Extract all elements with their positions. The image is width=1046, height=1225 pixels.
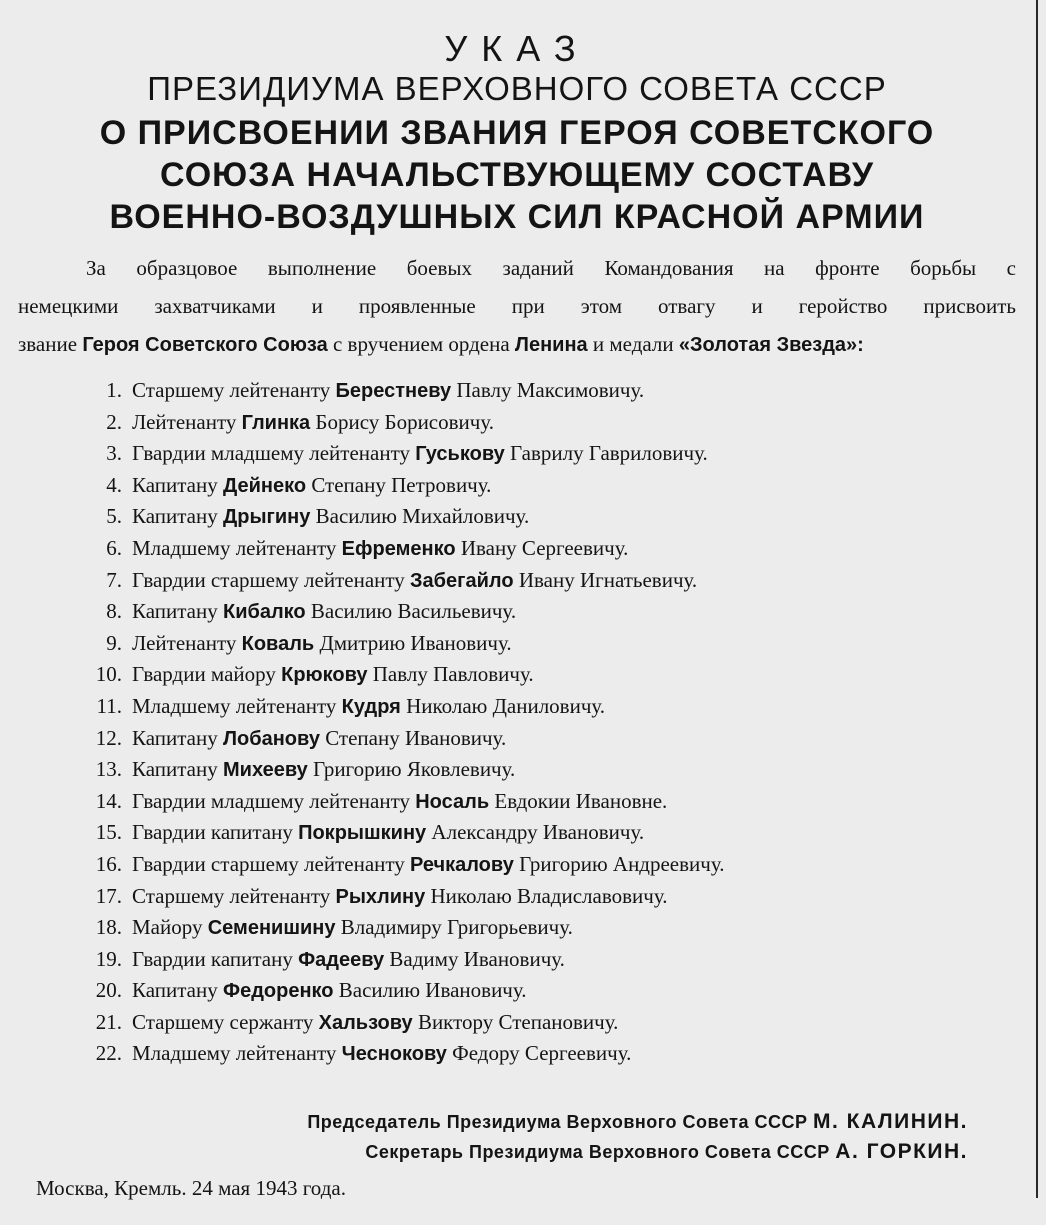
item-surname: Речкалову [410,853,514,876]
item-surname: Хальзову [318,1011,413,1034]
decree-subtitle: ПРЕЗИДИУМА ВЕРХОВНОГО СОВЕТА СССР [147,70,887,107]
item-text [132,410,494,435]
intro-title-hero: Героя Советского Союза [82,334,328,356]
item-rank: Капитану [132,725,218,750]
signature-secretary [365,1140,968,1164]
signature-name: А. ГОРКИН. [835,1140,968,1163]
item-text [132,852,725,877]
list-item [0,1010,1034,1042]
item-text [132,726,506,751]
item-rank: Младшему лейтенанту [132,693,337,718]
list-item [0,915,1034,947]
list-item [0,1041,1034,1073]
item-number: 5. [106,504,122,529]
item-number: 18. [95,915,122,940]
item-surname: Крюкову [281,664,368,687]
item-text [132,789,667,814]
item-surname: Кудря [341,695,401,718]
item-text [132,1041,631,1066]
item-number: 22. [95,1041,122,1066]
item-given-names: Владимиру Григорьевичу. [340,915,573,940]
item-text [132,504,529,529]
item-rank: Гвардии майору [132,662,276,687]
item-text [132,631,512,656]
list-item [0,694,1034,726]
item-rank: Старшему сержанту [132,1009,314,1034]
item-text [132,947,565,972]
item-surname: Чеснокову [341,1043,447,1066]
item-surname: Носаль [415,790,490,813]
item-given-names: Вадиму Ивановичу. [389,946,565,971]
list-item [0,852,1034,884]
item-rank: Лейтенанту [132,630,237,655]
list-item [0,568,1034,600]
item-surname: Фадееву [298,948,385,971]
item-surname: Забегайло [410,569,514,592]
signature-name: М. КАЛИНИН. [813,1110,968,1133]
item-rank: Гвардии младшему лейтенанту [132,441,410,466]
list-item [0,631,1034,663]
item-number: 7. [106,567,122,592]
item-given-names: Евдокии Ивановне. [494,788,668,813]
item-surname: Федоренко [223,980,334,1003]
list-item [0,662,1034,694]
item-number: 1. [106,378,122,402]
item-text [132,757,515,782]
item-surname: Коваль [241,632,315,655]
item-rank: Капитану [132,599,218,624]
item-rank: Майору [132,915,203,940]
item-surname: Дейнеко [223,474,307,497]
item-rank: Гвардии капитану [132,820,293,845]
list-item [0,978,1034,1010]
list-item [0,504,1034,536]
item-number: 11. [96,693,122,718]
intro-line-1: За образцовое выполнение боевых заданий Командования на фронте борьбы с [86,256,1016,280]
item-rank: Лейтенанту [132,409,237,434]
list-item [0,599,1034,631]
item-given-names: Виктору Степановичу. [417,1009,619,1034]
item-given-names: Степану Ивановичу. [325,725,507,750]
item-rank: Гвардии старшему лейтенанту [132,851,405,876]
item-given-names: Ивану Сергеевичу. [460,535,629,560]
item-number: 4. [106,472,122,497]
item-number: 10. [95,662,122,687]
intro-medal-name: «Золотая Звезда»: [678,334,864,356]
item-text [132,662,534,687]
item-rank: Младшему лейтенанту [132,1041,337,1066]
item-text [132,441,708,466]
item-number: 3. [106,441,122,466]
item-given-names: Николаю Даниловичу. [406,693,606,718]
item-text [132,568,697,593]
decree-headline-line-1: О ПРИСВОЕНИИ ЗВАНИЯ ГЕРОЯ СОВЕТСКОГО [99,114,935,152]
item-rank: Гвардии капитану [132,946,293,971]
item-given-names: Василию Михайловичу. [315,504,530,529]
item-rank: Капитану [132,472,218,497]
item-rank: Капитану [132,504,218,529]
item-surname: Кибалко [223,601,306,624]
list-item [0,820,1034,852]
signature-chairman [307,1110,968,1134]
item-number: 6. [106,535,122,560]
list-item [0,947,1034,979]
item-surname: Гуськову [415,443,505,466]
item-number: 13. [95,757,122,782]
item-given-names: Григорию Андреевичу. [519,851,725,876]
decree-title: УКАЗ [444,28,590,69]
item-text [132,473,491,498]
intro-text: с вручением ордена [332,332,510,356]
item-given-names: Павлу Максимовичу. [456,378,645,402]
item-surname: Рыхлину [335,885,426,908]
awardee-list [0,378,1034,1073]
item-number: 17. [95,883,122,908]
signature-title: Секретарь Президиума Верховного Совета СССР [365,1142,830,1162]
item-number: 19. [95,946,122,971]
item-given-names: Николаю Владиславовичу. [430,883,668,908]
item-rank: Капитану [132,978,218,1003]
item-number: 14. [95,788,122,813]
item-given-names: Степану Петровичу. [311,472,492,497]
item-surname: Покрышкину [298,822,427,845]
item-rank: Старшему лейтенанту [132,378,331,402]
list-item [0,473,1034,505]
item-given-names: Александру Ивановичу. [431,820,645,845]
item-number: 16. [95,851,122,876]
item-number: 12. [95,725,122,750]
item-surname: Семенишину [207,917,336,940]
item-text [132,820,644,845]
intro-text: звание [18,332,78,356]
intro-line-2: немецкими захватчиками и проявленные при этом отвагу и геройство присвоить [18,294,1016,318]
decree-headline-line-3: ВОЕННО-ВОЗДУШНЫХ СИЛ КРАСНОЙ АРМИИ [109,198,925,236]
item-given-names: Гаврилу Гавриловичу. [510,441,708,466]
item-given-names: Василию Ивановичу. [338,978,527,1003]
intro-order-name: Ленина [514,334,588,356]
item-text [132,536,628,561]
decree-headline-line-2: СОЮЗА НАЧАЛЬСТВУЮЩЕМУ СОСТАВУ [160,156,874,194]
item-surname: Берестневу [335,380,452,402]
item-number: 15. [95,820,122,845]
item-surname: Михееву [223,759,308,782]
item-rank: Гвардии младшему лейтенанту [132,788,410,813]
list-item [0,789,1034,821]
item-given-names: Павлу Павловичу. [372,662,534,687]
intro-text: и медали [592,332,674,356]
item-given-names: Дмитрию Ивановичу. [319,630,512,655]
item-text [132,884,668,909]
column-rule [1036,0,1038,1198]
item-rank: Гвардии старшему лейтенанту [132,567,405,592]
item-given-names: Федору Сергеевичу. [452,1041,632,1066]
item-surname: Лобанову [223,727,320,750]
intro-line-3 [18,332,864,357]
item-number: 21. [95,1009,122,1034]
list-item [0,757,1034,789]
item-text [132,599,516,624]
item-given-names: Ивану Игнатьевичу. [518,567,698,592]
item-text [132,694,605,719]
item-number: 20. [95,978,122,1003]
place-and-date: Москва, Кремль. 24 мая 1943 года. [36,1176,346,1200]
item-rank: Старшему лейтенанту [132,883,331,908]
item-rank: Капитану [132,757,218,782]
item-text [132,1010,618,1035]
item-given-names: Григорию Яковлевичу. [313,757,516,782]
list-item [0,884,1034,916]
list-item [0,536,1034,568]
item-number: 8. [106,599,122,624]
item-number: 2. [106,409,122,434]
signature-title: Председатель Президиума Верховного Совета СССР [307,1112,808,1132]
item-text [132,978,527,1003]
item-given-names: Василию Васильевичу. [310,599,517,624]
item-text [132,915,573,940]
list-item [0,441,1034,473]
list-item [0,410,1034,442]
list-item [0,726,1034,758]
item-surname: Ефременко [341,537,456,560]
item-surname: Глинка [241,411,311,434]
item-text [132,378,644,403]
item-surname: Дрыгину [223,506,311,529]
item-given-names: Борису Борисовичу. [315,409,494,434]
item-number: 9. [106,630,122,655]
item-rank: Младшему лейтенанту [132,535,337,560]
list-item [0,378,1034,410]
